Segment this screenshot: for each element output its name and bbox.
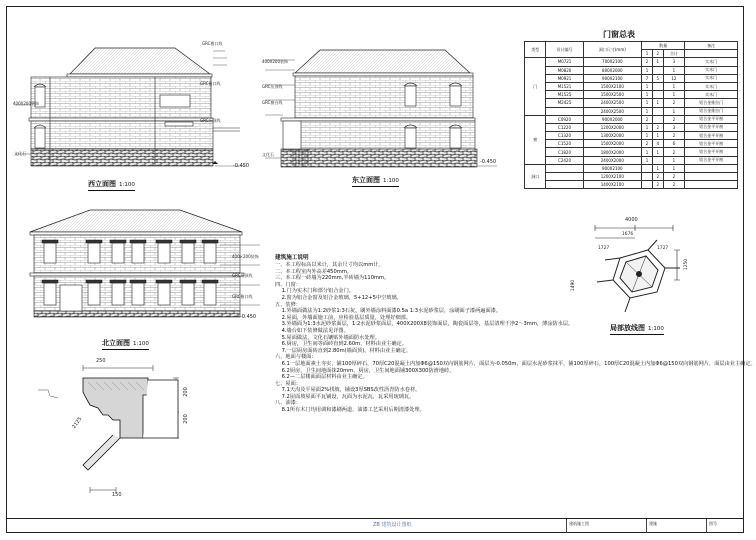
dim-top: 4000 [625, 217, 638, 223]
floor1-cell [642, 164, 653, 172]
north-stone-base [34, 311, 240, 317]
floor2-cell: 1 [652, 164, 663, 172]
tb-cell-2: 建施 [646, 519, 676, 533]
spec-line: 4.墙台如下装修做法见详图。 [275, 327, 349, 334]
size-cell: 700X2100 [583, 58, 641, 66]
east-tag-coping: GRC压顶线 [262, 84, 283, 89]
table-row [525, 181, 738, 189]
spec-line: 7.一层厨房面砖直到2.80m(墙面顶)，材料由业主确定。 [275, 347, 411, 354]
total-cell: 1 [663, 107, 684, 115]
section-dim-bottom: 150 [112, 492, 122, 498]
total-cell: 2 [663, 148, 684, 156]
th-total: 合计 [663, 50, 684, 58]
floor1-cell: 1 [642, 66, 653, 74]
floor2-cell: 2 [652, 123, 663, 131]
total-cell: 2 [663, 99, 684, 107]
tb-cell-3: 图号 [706, 519, 744, 533]
east-tag-sill: GRC窗台线 [262, 100, 283, 105]
window-head [42, 240, 58, 243]
th-code: 设计编号 [546, 42, 583, 58]
floor1-cell: 2 [642, 58, 653, 66]
spec-line: 5.屋面做法，文化石镶贴外墙面防水处理。 [275, 334, 380, 341]
note-cell: 铝合金平开窗 [685, 123, 738, 131]
floor1-cell: 2 [642, 140, 653, 148]
total-cell: 3 [663, 123, 684, 131]
east-stone-base [281, 149, 477, 167]
east-tag-stone: 文化石 [262, 152, 274, 157]
total-cell: 1 [663, 82, 684, 90]
window-head [86, 280, 102, 283]
table-row [525, 148, 738, 156]
th-type: 类型 [525, 42, 546, 58]
floor2-cell [652, 115, 663, 123]
total-cell: 1 [663, 66, 684, 74]
table-row [525, 99, 738, 107]
spec-line: 八、油漆： [275, 400, 301, 407]
group-label: 门 [525, 58, 546, 115]
watermark: ZB 建筑设计图纸 [373, 522, 412, 528]
code-cell: M0721 [546, 58, 583, 66]
total-cell: 2 [663, 132, 684, 140]
spec-line: 6.2—二层楼面面层材料由业主确定。 [275, 374, 368, 381]
note-cell: 铝合金平开窗 [685, 115, 738, 123]
north-tag-decoration: 400×200装饰 [232, 254, 259, 259]
dim-left: 1490 [571, 279, 577, 292]
th-qty: 数量 [642, 42, 685, 50]
window-head [156, 280, 172, 283]
spec-line: 2.屋面，外墙面施工前，应检验基层质量，处理好细部。 [275, 314, 412, 321]
note-cell: 铝合金平开窗 [685, 148, 738, 156]
code-cell: M1525 [546, 91, 583, 99]
size-cell: 900X2000 [583, 115, 641, 123]
size-cell: 1500X2100 [583, 82, 641, 90]
table-row [525, 164, 738, 172]
west-elevation-title: 西立面图 1:100 [88, 180, 135, 188]
note-cell: 铝合金推拉门 [685, 107, 738, 115]
th-note: 备注 [685, 42, 738, 50]
size-cell: 1300X2000 [583, 132, 641, 140]
total-cell: 1 [663, 164, 684, 172]
window-head [110, 280, 126, 283]
floor1-cell: 7 [642, 74, 653, 82]
east-lower-wall [300, 121, 475, 149]
floor2-cell [652, 156, 663, 164]
spec-line: 七、屋面： [275, 380, 301, 387]
north-level: -0.450 [240, 314, 257, 320]
window-head [130, 280, 146, 283]
window [44, 283, 56, 305]
floor2-cell [652, 82, 663, 90]
spec-line: 四、门窗： [275, 281, 301, 288]
window-head [86, 240, 102, 243]
north-elevation-title: 北立面图 1:100 [102, 339, 149, 347]
code-cell [546, 173, 583, 181]
size-cell: 1500X2000 [583, 140, 641, 148]
spec-line: 3.外墙面为1:3水泥砂浆面层，1:2水泥砂浆面层，400X200X8装饰面层，陶瓷面层等，基层清理干净2～3mm，薄涂防水层。 [275, 321, 574, 328]
floor2-cell: 1 [652, 148, 663, 156]
floor2-cell [652, 66, 663, 74]
east-tag-decoration: 400X200装饰 [262, 59, 289, 64]
tb-cell-1: 建筑施工图 [566, 519, 606, 533]
window [88, 283, 100, 305]
window-head [130, 240, 146, 243]
dim-right: 1250 [684, 258, 690, 271]
total-cell: 1 [663, 156, 684, 164]
window-head [156, 240, 172, 243]
note-cell: 铝合金平开窗 [685, 156, 738, 164]
east-level: -0.450 [480, 159, 497, 165]
north-tag-cornice: GRC檐口线 [232, 294, 253, 299]
total-cell: 2 [663, 173, 684, 181]
west-tag-cornice-1: GRC檐口线 [202, 41, 223, 46]
north-tag-coping: GRC压顶线 [232, 273, 253, 278]
spec-line: 1.外墙面做法为1:2砂浆1:3石灰，刷外墙涂料面漆0.5a 1:3水泥砂浆层，涂刷面子漆两遍面漆。 [275, 308, 502, 315]
table-row [525, 82, 738, 90]
east-elevation [265, 40, 500, 170]
spec-line: 六、地面与楼面： [275, 354, 317, 361]
th-size: 洞口尺寸(mm) [583, 42, 641, 58]
note-cell [685, 181, 738, 189]
floor2-cell: 4 [652, 140, 663, 148]
total-cell: 2 [663, 115, 684, 123]
floor2-cell: 5 [652, 74, 663, 82]
table-row [525, 74, 738, 82]
size-cell: 2400X2000 [583, 156, 641, 164]
spec-line: 7.1天沟及平屋面2%找坡，铺设3厚SBS改性沥青防水卷材。 [275, 387, 421, 394]
east-roof [295, 50, 470, 73]
floor2-cell: 2 [652, 173, 663, 181]
window [182, 283, 194, 305]
code-cell: C1520 [546, 140, 583, 148]
floor2-cell [652, 107, 663, 115]
size-cell: 1500X2500 [583, 91, 641, 99]
floor1-cell [642, 181, 653, 189]
table-row [525, 91, 738, 99]
window [132, 243, 144, 263]
total-cell: 3 [663, 58, 684, 66]
code-cell: C1220 [546, 123, 583, 131]
table-row [525, 156, 738, 164]
spec-line: 1.门为实木门和部分铝合金门。 [275, 288, 354, 295]
dim-d3: 1727 [657, 246, 669, 251]
detail-plan-title: 局部放线图 1:100 [610, 324, 664, 332]
floor1-cell: 1 [642, 82, 653, 90]
code-cell: C1820 [546, 148, 583, 156]
spec-line: 2.窗为铝合金窗及铝合金玻璃，5+12+5中空玻璃。 [275, 294, 402, 301]
size-cell: 800X2000 [583, 66, 641, 74]
spec-line: 三、本工程一砖墙为220mm,半砖墙为110mm。 [275, 275, 390, 282]
window [158, 283, 170, 305]
code-cell: M1521 [546, 82, 583, 90]
spec-line: 一、本工程标高以米计，其余尺寸均以mm计。 [275, 262, 384, 268]
table-row [525, 123, 738, 131]
west-roof [70, 48, 210, 74]
total-cell: 2 [663, 181, 684, 189]
floor1-cell [642, 173, 653, 181]
window [88, 243, 100, 263]
size-cell: 2400X2500 [583, 107, 641, 115]
west-tag-cornice-2: GRC檐口线 [200, 81, 221, 86]
window-head [110, 240, 126, 243]
th-floor1: 1 [642, 50, 653, 58]
note-cell [685, 173, 738, 181]
total-cell: 12 [663, 74, 684, 82]
code-cell: M0921 [546, 74, 583, 82]
window [44, 243, 56, 263]
window [204, 243, 216, 263]
west-stone-base [31, 149, 213, 166]
table-row [525, 115, 738, 123]
section-dim-right2: 200 [182, 414, 189, 424]
code-cell [546, 181, 583, 189]
floor2-cell [652, 91, 663, 99]
note-cell: 实木门 [685, 74, 738, 82]
th-floor2: 2 [652, 50, 663, 58]
entrance-door [60, 285, 82, 311]
window-head [202, 240, 218, 243]
size-cell: 2400X2500 [583, 99, 641, 107]
section-dim-right1: 200 [182, 387, 189, 397]
floor1-cell: 1 [642, 132, 653, 140]
code-cell: M2425 [546, 99, 583, 107]
code-cell: C1320 [546, 132, 583, 140]
table-title: 门窗总表 [603, 30, 635, 39]
size-cell: 1400X2100 [583, 181, 641, 189]
spec-line: 五、装修： [275, 301, 301, 308]
window [158, 243, 170, 263]
code-cell [546, 107, 583, 115]
floor2-cell: 1 [652, 58, 663, 66]
size-cell: 900X2100 [583, 74, 641, 82]
cornice-section [28, 360, 203, 500]
table-row [525, 58, 738, 66]
floor2-cell: 1 [652, 99, 663, 107]
floor1-cell: 1 [642, 123, 653, 131]
west-elevation [15, 36, 250, 176]
code-cell [546, 164, 583, 172]
west-tag-decoration: 400X200装饰 [13, 101, 40, 106]
spec-title: 建筑施工说明 [275, 255, 309, 261]
table-row [525, 66, 738, 74]
spec-line: 6.2厨房，卫生间地面抹20mm，厨房，卫生间地面铺300X300防滑地砖。 [275, 367, 455, 374]
size-cell: 1800X2000 [583, 148, 641, 156]
dim-d1: 1676 [622, 232, 634, 237]
spec-line: 二、本工程室内外高差450mm。 [275, 268, 353, 275]
note-cell: 实木门 [685, 91, 738, 99]
floor1-cell: 1 [642, 156, 653, 164]
note-cell [685, 164, 738, 172]
floor1-cell: 2 [642, 115, 653, 123]
table-row [525, 132, 738, 140]
section-dim-side: 2125 [71, 416, 84, 430]
floor1-cell: 1 [642, 107, 653, 115]
window-head [42, 280, 58, 283]
note-cell: 铝合金推拉门 [685, 99, 738, 107]
floor1-cell: 1 [642, 148, 653, 156]
table-row [525, 173, 738, 181]
note-cell: 实木门 [685, 66, 738, 74]
window-head [180, 240, 196, 243]
floor2-cell: 1 [652, 132, 663, 140]
group-label: 窗 [525, 115, 546, 164]
east-elevation-title: 东立面图 1:100 [352, 176, 399, 184]
total-cell: 1 [663, 91, 684, 99]
code-cell: C2420 [546, 156, 583, 164]
total-cell: 6 [663, 140, 684, 148]
door-window-table [524, 41, 738, 189]
table-row [525, 107, 738, 115]
spec-line: 6.厨房，卫生间等面砖直到2.60m，材料由业主确定。 [275, 341, 407, 348]
group-label: 洞口 [525, 164, 546, 189]
window-head [180, 280, 196, 283]
east-upper-wall [295, 76, 473, 118]
note-cell: 铝合金平开窗 [685, 140, 738, 148]
note-cell: 实木门 [685, 82, 738, 90]
section-dim-top: 250 [96, 358, 106, 364]
spec-line: 7.2屋面坡屋面平瓦铺设，瓦面为水泥瓦，瓦采用琉璃瓦。 [275, 393, 415, 400]
title-block [6, 518, 744, 533]
spec-line: 8.1所有木门均用调和漆刷两道，油漆工艺采用后期清漆处理。 [275, 407, 425, 414]
spec-line: 6.1一层地面素土夯实，铺100厚碎石，70厚C20混凝土内加Φ6@150双向钢筋网片，面层为-0.050m，面层水泥砂浆抹平，铺100厚碎石，100厚C20混凝土内加Φ6@150双向钢筋网片，面层由业主确定。 [275, 360, 756, 367]
size-cell: 1200X2100 [583, 173, 641, 181]
note-cell: 铝合金平开窗 [685, 132, 738, 140]
west-level: -0.450 [233, 163, 250, 169]
table-row [525, 140, 738, 148]
floor2-cell: 2 [652, 181, 663, 189]
window [204, 283, 216, 305]
size-cell: 1200X2000 [583, 123, 641, 131]
code-cell: M0820 [546, 66, 583, 74]
window-head [202, 280, 218, 283]
window [112, 243, 124, 263]
code-cell: C0920 [546, 115, 583, 123]
window [112, 283, 124, 305]
north-elevation [20, 205, 253, 335]
floor1-cell: 1 [642, 99, 653, 107]
detail-plan [585, 220, 695, 320]
west-tag-stone: 文化石 [14, 151, 26, 156]
note-cell: 实木门 [685, 58, 738, 66]
floor1-cell: 1 [642, 91, 653, 99]
dim-d2: 1727 [598, 246, 610, 251]
window [182, 243, 194, 263]
size-cell: 900X2100 [583, 164, 641, 172]
west-tag-coping: GRC压顶线 [200, 118, 221, 123]
window [132, 283, 144, 305]
north-roof [30, 210, 242, 232]
